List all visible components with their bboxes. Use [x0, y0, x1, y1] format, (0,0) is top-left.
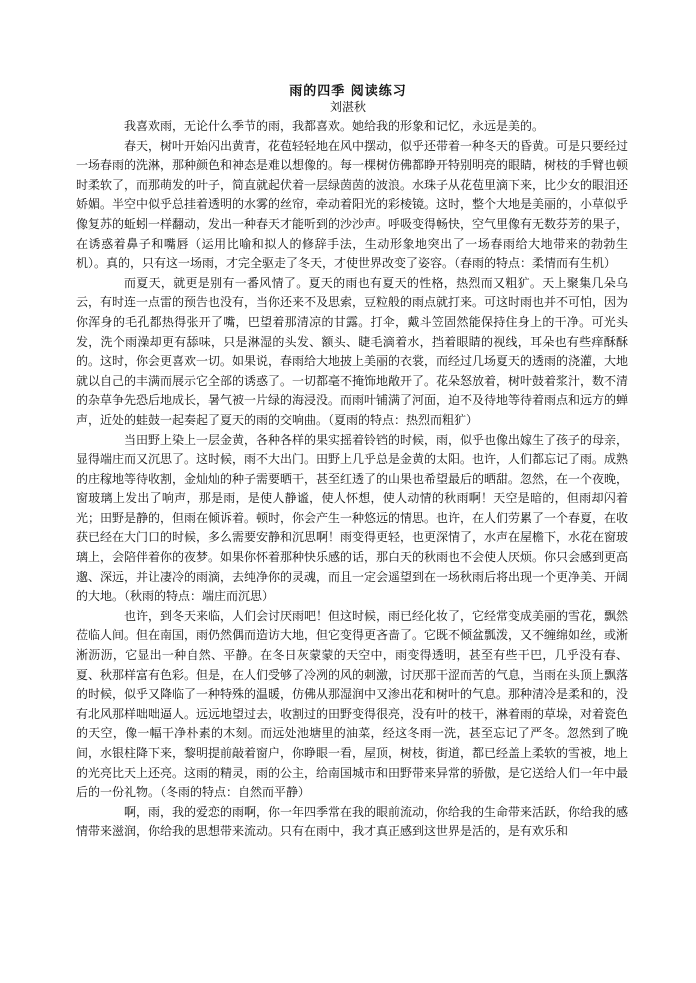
paragraph-spring: 春天，树叶开始闪出黄青，花苞轻轻地在风中摆动，似乎还带着一种冬天的昏黄。可是只要经过一场春雨的洗淋，那种颜色和神态是难以想像的。每一棵树仿佛都睁开特别明亮的眼睛，树枝的手臂也顿时柔软了，而那萌发的叶子，简直就起伏着一层绿茵茵的波浪。水珠子从花苞里滴下来，比少女的眼泪还娇媚。半空中似乎总挂着透明的水雾的丝帘，牵动着阳光的彩棱镜。这时，整个大地是美丽的，小草似乎像复苏的蚯蚓一样翻动，发出一种春天才能听到的沙沙声。呼吸变得畅快，空气里像有无数芬芳的果子，在诱惑着鼻子和嘴唇（运用比喻和拟人的修辞手法，生动形象地突出了一场春雨给大地带来的勃勃生机）。真的，只有这一场雨，才完全驱走了冬天，才使世界改变了姿容。（春雨的特点：柔情而有生机）	[76, 138, 629, 271]
document-author: 刘湛秋	[329, 100, 366, 114]
paragraph-closing: 啊，雨，我的爱恋的雨啊，你一年四季常在我的眼前流动，你给我的生命带来活跃，你给我的感情带来滋润，你给我的思想带来流动。只有在雨中，我才真正感到这世界是活的，是有欢乐和	[76, 804, 629, 839]
document-body	[76, 117, 628, 842]
paragraph-autumn: 当田野上染上一层金黄，各种各样的果实摇着铃铛的时候，雨，似乎也像出嫁生了孩子的母亲，显得端庄而又沉思了。这时候，雨不大出门。田野上几乎总是金黄的太阳。也许，人们都忘记了雨。成熟的庄稼地等待收割，金灿灿的种子需要晒干，甚至红透了的山果也希望最后的晒甜。忽然，在一个夜晚，窗玻璃上发出了响声，那是雨，是使人静谧，使人怀想，使人动情的秋雨啊！天空是暗的，但雨却闪着光；田野是静的，但雨在倾诉着。顿时，你会产生一种悠远的情思。也许，在人们劳累了一个春夏，在收获已经在大门口的时候，多么需要安静和沉思啊！雨变得更轻，也更深情了，水声在屋檐下，水花在窗玻璃上，会陪伴着你的夜梦。如果你怀着那种快乐感的话，那白天的秋雨也不会使人厌烦。你只会感到更高邈、深远，并让凄冷的雨滴，去纯净你的灵魂，而且一定会遥望到在一场秋雨后将出现一个更净美、开阔的大地。（秋雨的特点：端庄而沉思）	[76, 432, 629, 604]
paragraph-summer: 而夏天，就更是别有一番风情了。夏天的雨也有夏天的性格，热烈而又粗犷。天上聚集几朵乌云，有时连一点雷的预告也没有，当你还来不及思索，豆粒般的雨点就打来。可这时雨也并不可怕，因为你浑身的毛孔都热得张开了嘴，巴望着那清凉的甘露。打伞，戴斗笠固然能保持住身上的干净。可光头发，洗个雨澡却更有舔味，只是淋湿的头发、额头、睫毛滴着水，挡着眼睛的视线，耳朵也有些痒酥酥的。这时，你会更喜欢一切。如果说，春雨给大地披上美丽的衣裳，而经过几场夏天的透雨的浇灌，大地就以自己的丰满而展示它全部的诱惑了。一切都毫不掩饰地敞开了。花朵怒放着，树叶鼓着浆汁，数不清的杂草争先恐后地成长，暑气被一片绿的海浸没。而雨叶铺满了河面，迫不及待地等待着雨点和远方的蝉声，近处的蛙鼓一起奏起了夏天的雨的交响曲。（夏雨的特点：热烈而粗犷）	[76, 275, 629, 427]
paragraph-winter: 也许，到冬天来临，人们会讨厌雨吧！但这时候，雨已经化妆了，它经常变成美丽的雪花，飘然莅临人间。但在南国，雨仍然偶而造访大地，但它变得更吝啬了。它既不倾盆瓢泼，又不缠绵如丝，或淅淅沥沥，它显出一种自然、平静。在冬日灰蒙蒙的天空中，雨变得透明，甚至有些干巴，几乎没有春、夏、秋那样富有色彩。但是，在人们受够了冷冽的风的刺激，讨厌那干涩而苦的气息，当雨在头顶上飘落的时候，似乎又降临了一种特殊的温暖，仿佛从那湿润中又渗出花和树叶的气息。那种清冷是柔和的，没有北风那样咄咄逼人。远远地望过去，收割过的田野变得很亮，没有叶的枝干，淋着雨的草垛，对着瓷色的天空，像一幅干净朴素的木刻。而远处池塘里的油菜，经这冬雨一洗，甚至忘记了严冬。忽然到了晚间，水银柱降下来，黎明提前敲着窗户，你睁眼一看，屋顶，树枝，街道，都已经盖上柔软的雪被，地上的光亮比天上还亮。这雨的精灵，雨的公主，给南国城市和田野带来异常的骄傲，是它送给人们一年中最后的一份礼物。（冬雨的特点：自然而平静）	[76, 608, 629, 800]
document-title: 雨的四季 阅读练习	[289, 84, 407, 99]
paragraph-intro: 我喜欢雨，无论什么季节的雨，我都喜欢。她给我的形象和记忆，永远是美的。	[124, 119, 545, 133]
